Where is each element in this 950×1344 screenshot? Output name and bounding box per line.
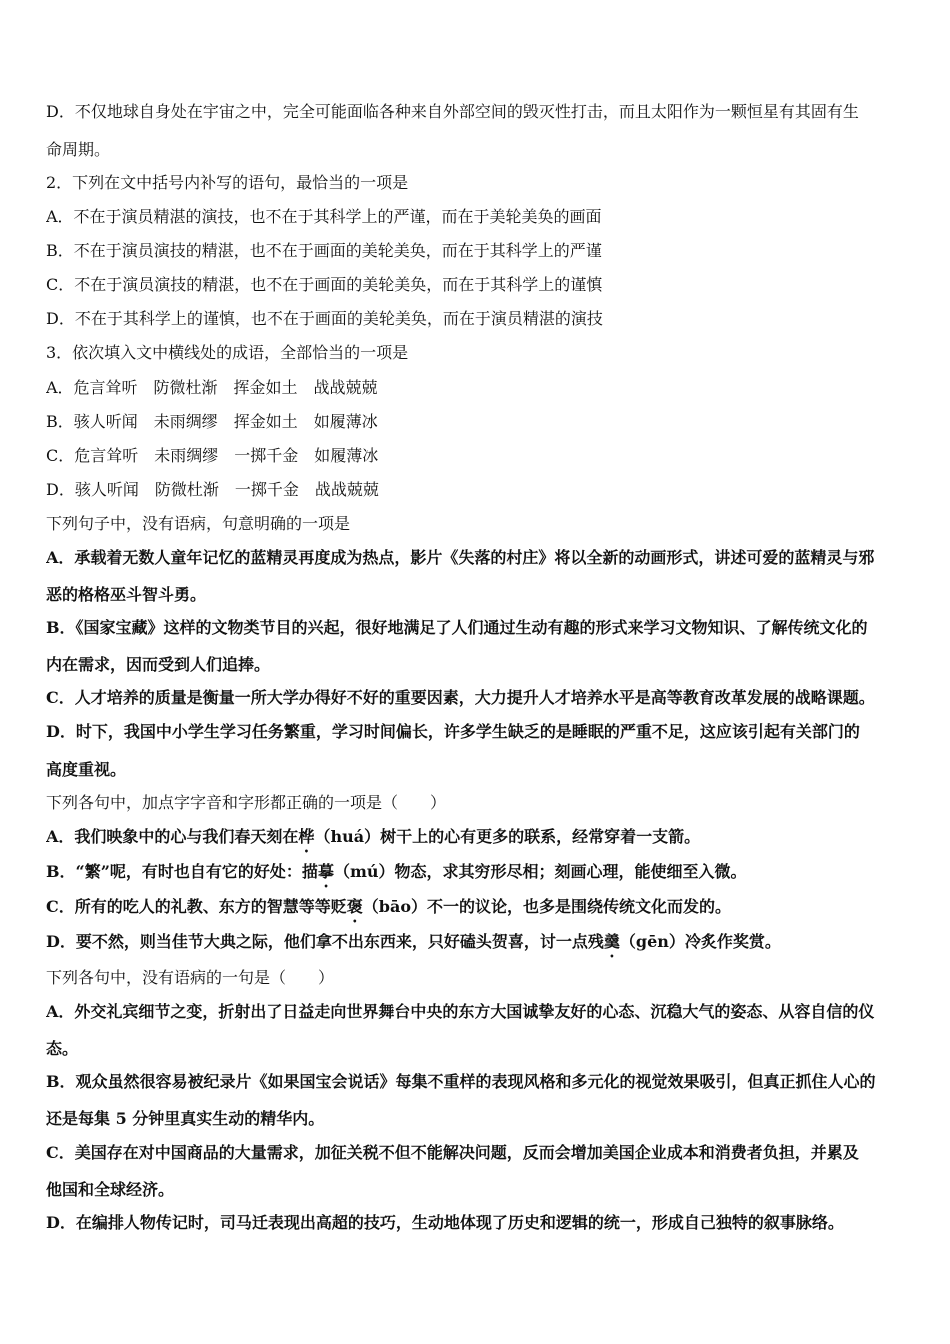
q4-option-d-line1: D．时下，我国中小学生学习任务繁重，学习时间偏长，许多学生缺乏的是睡眠的严重不足，这应该引起有关部门的 <box>46 722 860 741</box>
q5-option-a <box>46 826 908 856</box>
q4-option-d-line2: 高度重视。 <box>46 760 127 779</box>
q6-option-d-line1: D．在编排人物传记时，司马迁表现出高超的技巧，生动地体现了历史和逻辑的统一，形成自己独特的叙事脉络。 <box>46 1213 844 1232</box>
q5-option-b-post: （mú）物态，求其穷形尽相；刻画心理，能使细至入微。 <box>333 862 747 881</box>
q2-stem: 2．下列在文中括号内补写的语句，最恰当的一项是 <box>46 173 409 192</box>
q6-option-c-line1: C．美国存在对中国商品的大量需求，加征关税不但不能解决问题，反而会增加美国企业成本和消费者负担，并累及 <box>46 1143 859 1162</box>
q1-option-d-line2: 命周期。 <box>46 140 111 159</box>
q4-option-c-line1: C．人才培养的质量是衡量一所大学办得好不好的重要因素，大力提升人才培养水平是高等教育改革发展的战略课题。 <box>46 688 875 707</box>
q6-option-a-line2: 态。 <box>46 1039 79 1058</box>
q3-option-c: C．危言耸听 未雨绸缪 一掷千金 如履薄冰 <box>46 446 379 465</box>
q5-option-d-dotted-char: 羹 <box>603 932 620 951</box>
q5-option-a-post: （huá）树干上的心有更多的联系，经常穿着一支箭。 <box>314 827 701 846</box>
q3-stem: 3．依次填入文中横线处的成语，全部恰当的一项是 <box>46 343 409 362</box>
q5-option-c <box>46 896 908 926</box>
q3-option-b: B．骇人听闻 未雨绸缪 挥金如土 如履薄冰 <box>46 412 378 431</box>
q5-option-b-dotted-char: 摹 <box>317 862 334 881</box>
q6-option-b-line2: 还是每集 5 分钟里真实生动的精华内。 <box>46 1109 325 1128</box>
q5-option-d <box>46 931 908 961</box>
q5-option-c-dotted-char: 褒 <box>346 897 363 916</box>
q2-option-d: D．不在于其科学上的谨慎，也不在于画面的美轮美奂，而在于演员精湛的演技 <box>46 309 603 328</box>
q2-option-a: A．不在于演员精湛的演技，也不在于其科学上的严谨，而在于美轮美奂的画面 <box>46 207 602 226</box>
q4-option-b-line2: 内在需求，因而受到人们追捧。 <box>46 655 271 674</box>
q3-option-d: D．骇人听闻 防微杜渐 一掷千金 战战兢兢 <box>46 480 379 499</box>
q5-option-b-pre: B．“繁”呢，有时也自有它的好处：描 <box>46 862 318 881</box>
q6-option-c-line2: 他国和全球经济。 <box>46 1180 175 1199</box>
q4-stem: 下列句子中，没有语病，句意明确的一项是 <box>46 514 351 533</box>
q5-option-a-pre: A．我们映象中的心与我们春天刻在 <box>46 827 299 846</box>
q5-option-c-pre: C．所有的吃人的礼教、东方的智慧等等贬 <box>46 897 347 916</box>
q5-option-c-post: （bāo）不一的议论，也多是围绕传统文化而发的。 <box>362 897 731 916</box>
q4-option-a-line1: A．承载着无数人童年记忆的蓝精灵再度成为热点，影片《失落的村庄》将以全新的动画形式，讲述可爱的蓝精灵与邪 <box>46 548 875 567</box>
q5-stem: 下列各句中，加点字字音和字形都正确的一项是（ ） <box>46 793 447 812</box>
q2-option-b: B．不在于演员演技的精湛，也不在于画面的美轮美奂，而在于其科学上的严谨 <box>46 241 602 260</box>
q4-option-a-line2: 恶的格格巫斗智斗勇。 <box>46 585 207 604</box>
q2-option-c: C．不在于演员演技的精湛，也不在于画面的美轮美奂，而在于其科学上的谨慎 <box>46 275 603 294</box>
q6-stem: 下列各句中，没有语病的一句是（ ） <box>46 968 335 987</box>
q1-option-d-line1: D．不仅地球自身处在宇宙之中，完全可能面临各种来自外部空间的毁灭性打击，而且太阳作为一颗恒星有其固有生 <box>46 102 859 121</box>
q3-option-a: A．危言耸听 防微杜渐 挥金如土 战战兢兢 <box>46 378 378 397</box>
q6-option-b-line1: B．观众虽然很容易被纪录片《如果国宝会说话》每集不重样的表现风格和多元化的视觉效果吸引，但真正抓住人心的 <box>46 1072 876 1091</box>
q5-option-d-post: （gēn）冷炙作奖赏。 <box>619 932 781 951</box>
q6-option-a-line1: A．外交礼宾细节之变，折射出了日益走向世界舞台中央的东方大国诚挚友好的心态、沉稳大气的姿态、从容自信的仪 <box>46 1002 875 1021</box>
q4-option-b-line1: B．《国家宝藏》这样的文物类节目的兴起，很好地满足了人们通过生动有趣的形式来学习文物知识、了解传统文化的 <box>46 618 868 637</box>
q5-option-a-dotted-char: 桦 <box>298 827 315 846</box>
q5-option-b <box>46 861 908 891</box>
q5-option-d-pre: D．要不然，则当佳节大典之际，他们拿不出东西来，只好磕头贺喜，讨一点残 <box>46 932 604 951</box>
